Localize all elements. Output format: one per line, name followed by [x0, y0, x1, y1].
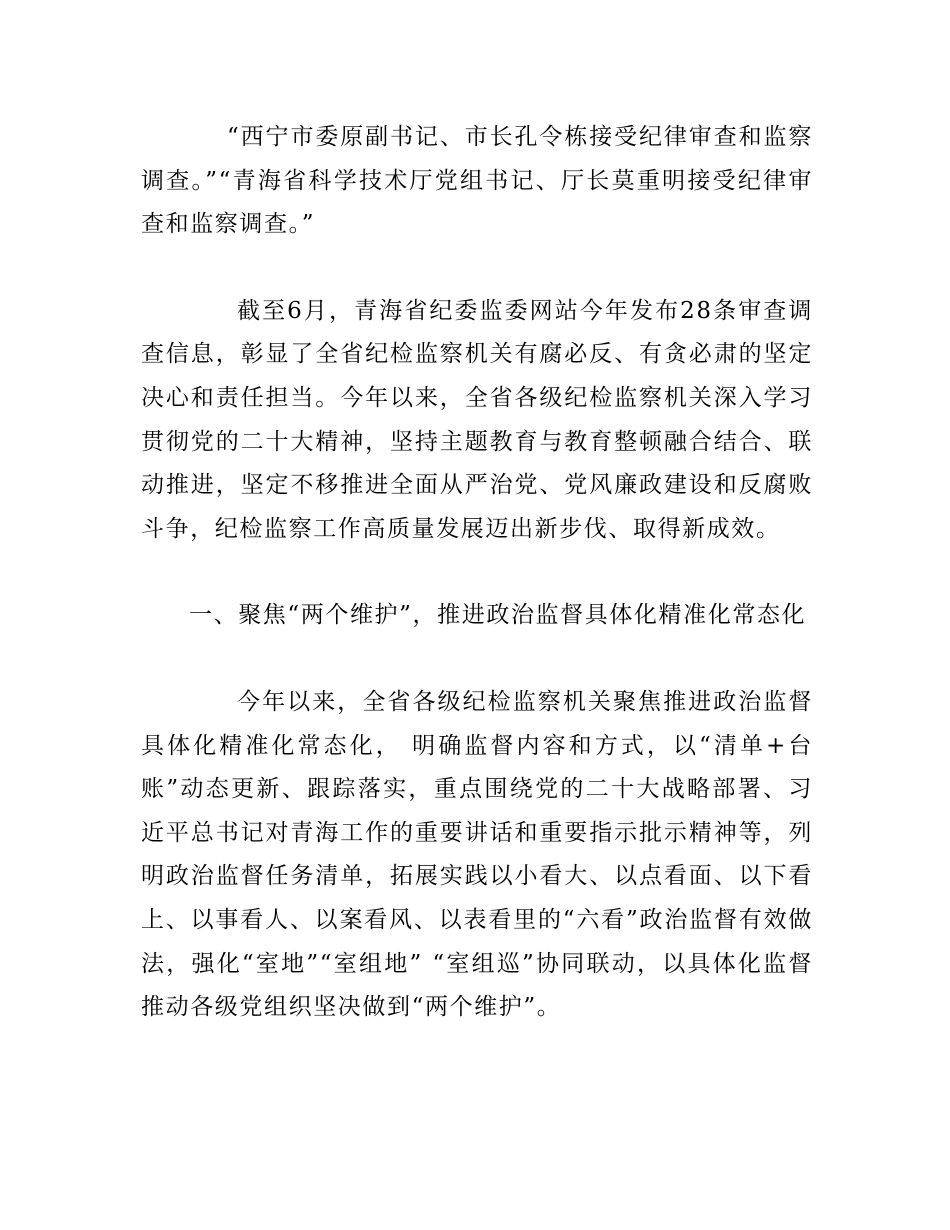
section-body-paragraph: 今年以来，全省各级纪检监察机关聚焦推进政治监督具体化精准化常态化， 明确监督内容和方式，以“清单+台账”动态更新、跟踪落实，重点围绕党的二十大战略部署、习近平总书记对青海工作的重要讲话和重要指示批示精神等，列明政治监督任务清单，拓展实践以小看大、以点看面、以下看上、以事看人、以案看风、以表看里的“六看”政治监督有效做法，强化“室地”“室组地” “室组巡”协同联动，以具体化监督推动各级党组织坚决做到“两个维护”。 [141, 688, 813, 1021]
paragraph-gap [141, 551, 813, 594]
document-page [141, 116, 813, 1030]
section-heading: 一、聚焦“两个维护”，推进政治监督具体化精准化常态化 [189, 602, 807, 629]
intro-paragraph: 截至6月，青海省纪委监委网站今年发布28条审查调查信息，彰显了全省纪检监察机关有腐必反、有贪必肃的坚定决心和责任担当。今年以来，全省各级纪检监察机关深入学习贯彻党的二十大精神，坚持主题教育与教育整顿融合结合、联动推进，坚定不移推进全面从严治党、党风廉政建设和反腐败斗争，纪检监察工作高质量发展迈出新步伐、取得新成效。 [141, 297, 813, 542]
paragraph-gap [141, 247, 813, 290]
paragraph-gap [141, 638, 813, 681]
quote-paragraph: “西宁市委原副书记、市长孔令栋接受纪律审查和监察调查。”“青海省科学技术厅党组书记、厅长莫重明接受纪律审查和监察调查。” [141, 124, 813, 238]
